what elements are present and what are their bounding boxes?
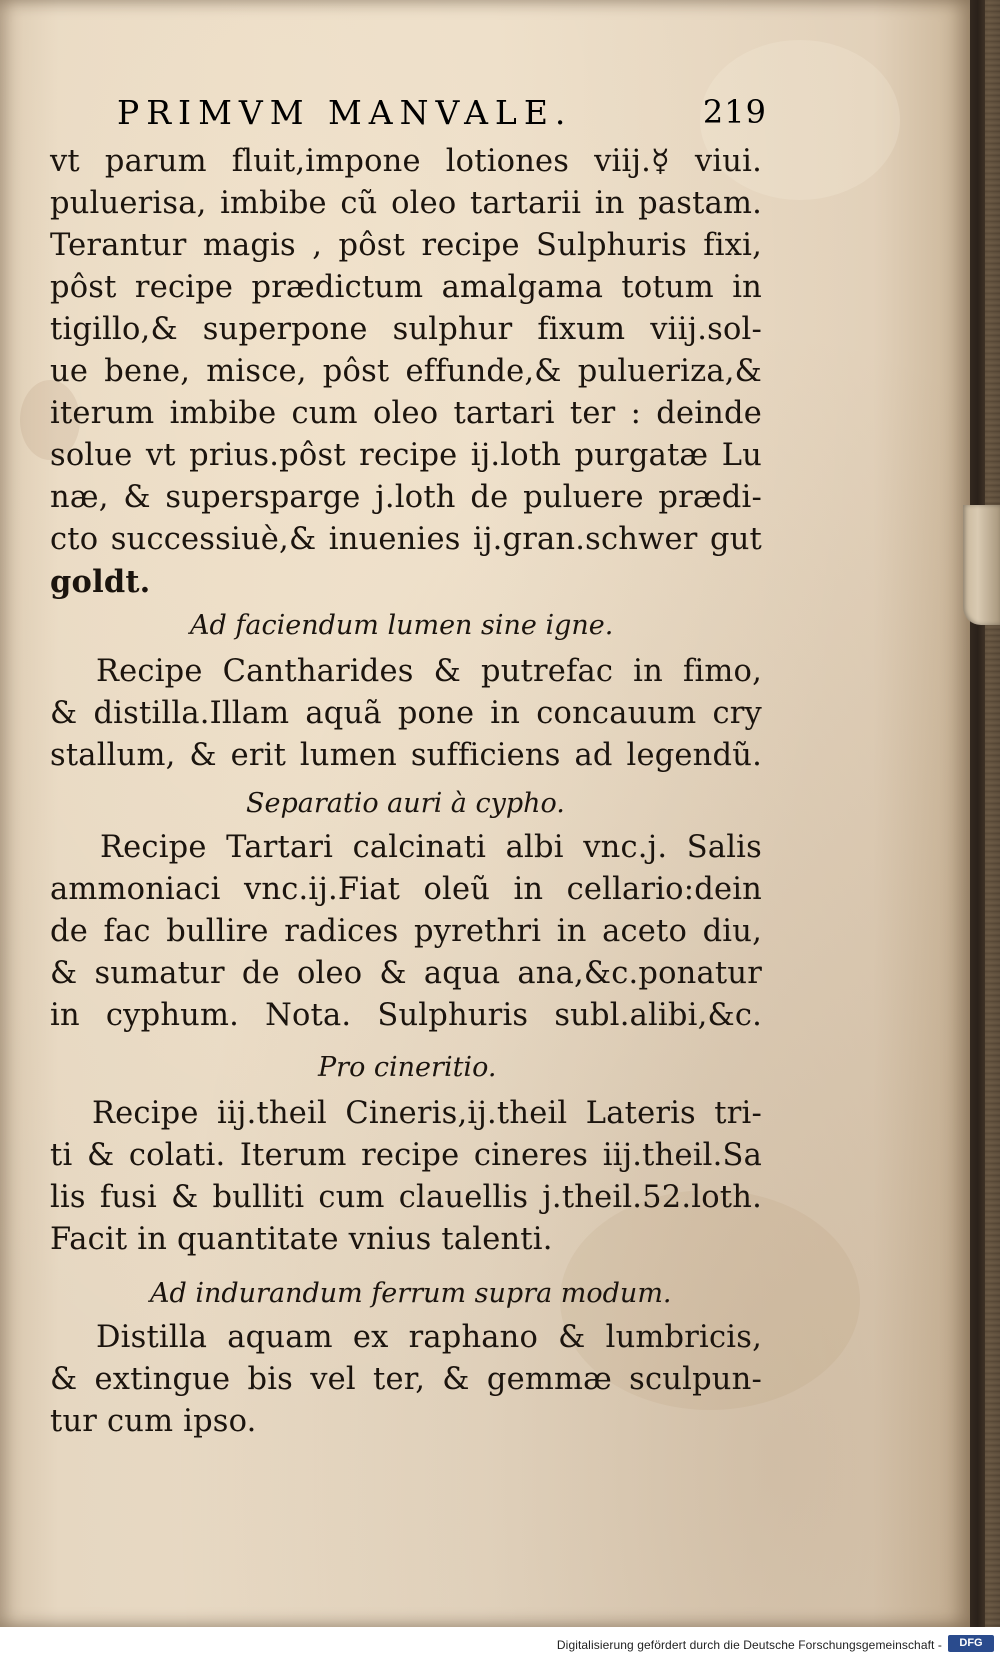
text-line: iterum imbibe cum oleo tartari ter : deinde	[50, 396, 762, 431]
text-line: tur cum ipso.	[50, 1404, 257, 1439]
dfg-logo: DFG	[948, 1635, 994, 1652]
section-heading: Ad indurandum ferrum supra modum.	[150, 1278, 672, 1309]
text-line: Recipe Tartari calcinati albi vnc.j. Salis	[100, 830, 762, 865]
text-line: & extingue bis vel ter, & gemmæ sculpun-	[50, 1362, 762, 1397]
text-line: cto successiuè,& inuenies ij.gran.schwer gut	[50, 522, 762, 557]
text-line: tigillo,& superpone sulphur fixum viij.sol-	[50, 312, 762, 347]
text-line: Recipe iij.theil Cineris,ij.theil Lateris tri-	[92, 1096, 762, 1131]
text-line: in cyphum. Nota. Sulphuris subl.alibi,&c.	[50, 998, 762, 1033]
text-line: vt parum fluit,impone lotiones viij.☿ viui.	[50, 144, 762, 179]
section-heading: Ad faciendum lumen sine igne.	[190, 610, 614, 641]
text-line: Terantur magis , pôst recipe Sulphuris fixi,	[50, 228, 762, 263]
page-number: 219	[702, 93, 767, 131]
book-clasp	[963, 505, 1000, 625]
text-line: Facit in quantitate vnius talenti.	[50, 1222, 553, 1257]
section-heading: Pro cineritio.	[318, 1052, 497, 1083]
text-line: puluerisa, imbibe cũ oleo tartarii in pastam.	[50, 186, 762, 221]
text-line: ue bene, misce, pôst effunde,& pulueriza,&	[50, 354, 762, 389]
text-line: Distilla aquam ex raphano & lumbricis,	[96, 1320, 762, 1355]
text-line: lis fusi & bulliti cum clauellis j.theil.52.loth.	[50, 1180, 762, 1215]
text-line: de fac bullire radices pyrethri in aceto diu,	[50, 914, 762, 949]
page-header	[117, 93, 767, 139]
text-line: ti & colati. Iterum recipe cineres iij.theil.Sa	[50, 1138, 762, 1173]
text-line: stallum, & erit lumen sufficiens ad legendũ.	[50, 738, 762, 773]
section-heading: Separatio auri à cypho.	[246, 788, 565, 819]
dfg-credit: Digitalisierung gefördert durch die Deutsche Forschungsgemeinschaft -	[556, 1638, 942, 1652]
text-line: & sumatur de oleo & aqua ana,&c.ponatur	[50, 956, 762, 991]
text-line: & distilla.Illam aquã pone in concauum cry	[50, 696, 762, 731]
text-line: ammoniaci vnc.ij.Fiat oleũ in cellario:dein	[50, 872, 762, 907]
text-line: næ, & supersparge j.loth de puluere prædi-	[50, 480, 762, 515]
text-line: goldt.	[50, 564, 151, 600]
running-head: PRIMVM MANVALE.	[117, 93, 573, 132]
text-line: solue vt prius.pôst recipe ij.loth purgatæ Lu	[50, 438, 762, 473]
text-line: Recipe Cantharides & putrefac in fimo,	[96, 654, 762, 689]
page-edges	[985, 0, 1000, 1656]
text-line: pôst recipe prædictum amalgama totum in	[50, 270, 762, 305]
